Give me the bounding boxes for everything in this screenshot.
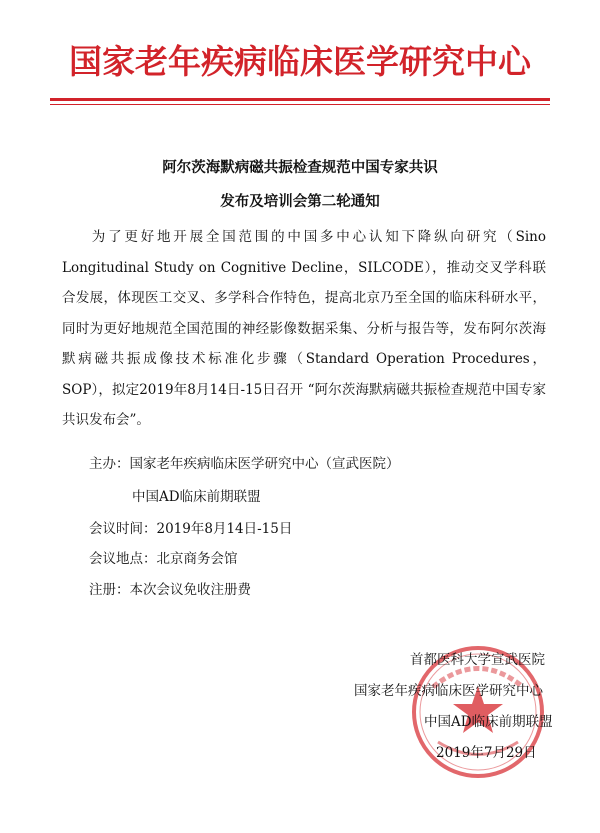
notice-title-line1: 阿尔茨海默病磁共振检查规范中国专家共识 — [162, 159, 438, 176]
body-paragraph — [62, 222, 546, 436]
host-label: 主办： — [89, 456, 130, 472]
registration-value: 本次会议免收注册费 — [129, 582, 251, 598]
body-paragraph-text: 为了更好地开展全国范围的中国多中心认知下降纵向研究（Sino Longitudinal Study on Cognitive Decline，SILCODE），推动交叉学科联合发展，体现医工交叉、多学科合作特色，提高北京乃至全国的临床科研水平，同时为更好地规范全国范围的神经影像数据采集、分析与报告等，发布阿尔茨海默病磁共振成像技术标准化步骤（Standard Operation Procedures，SOP），拟定2019年8月14日-15日召开 “阿尔茨海默病磁共振检查规范中国专家共识发布会”。 — [62, 229, 546, 428]
place-value: 北京商务会馆 — [156, 551, 238, 567]
time-value: 2019年8月14日-15日 — [156, 521, 293, 537]
host-row — [89, 454, 400, 474]
letterhead-rule-thin — [50, 104, 550, 105]
notice-title-line2: 发布及培训会第二轮通知 — [220, 193, 380, 210]
signature-org-3: 中国AD临床前期联盟 — [424, 714, 553, 730]
time-row — [89, 519, 292, 539]
signature-org-2: 国家老年疾病临床医学研究中心 — [354, 683, 543, 699]
registration-label: 注册： — [89, 582, 130, 598]
registration-row — [89, 580, 251, 600]
letterhead-rule-thick — [50, 98, 550, 101]
letterhead-title: 国家老年疾病临床医学研究中心 — [69, 42, 531, 81]
host-secondary: 中国AD临床前期联盟 — [132, 489, 261, 505]
time-label: 会议时间： — [89, 521, 157, 537]
place-row — [89, 549, 238, 569]
signature-org-1: 首都医科大学宣武医院 — [410, 652, 545, 668]
place-label: 会议地点： — [89, 551, 157, 567]
host-primary: 国家老年疾病临床医学研究中心（宣武医院） — [129, 456, 400, 472]
signature-date: 2019年7月29日 — [436, 745, 537, 761]
